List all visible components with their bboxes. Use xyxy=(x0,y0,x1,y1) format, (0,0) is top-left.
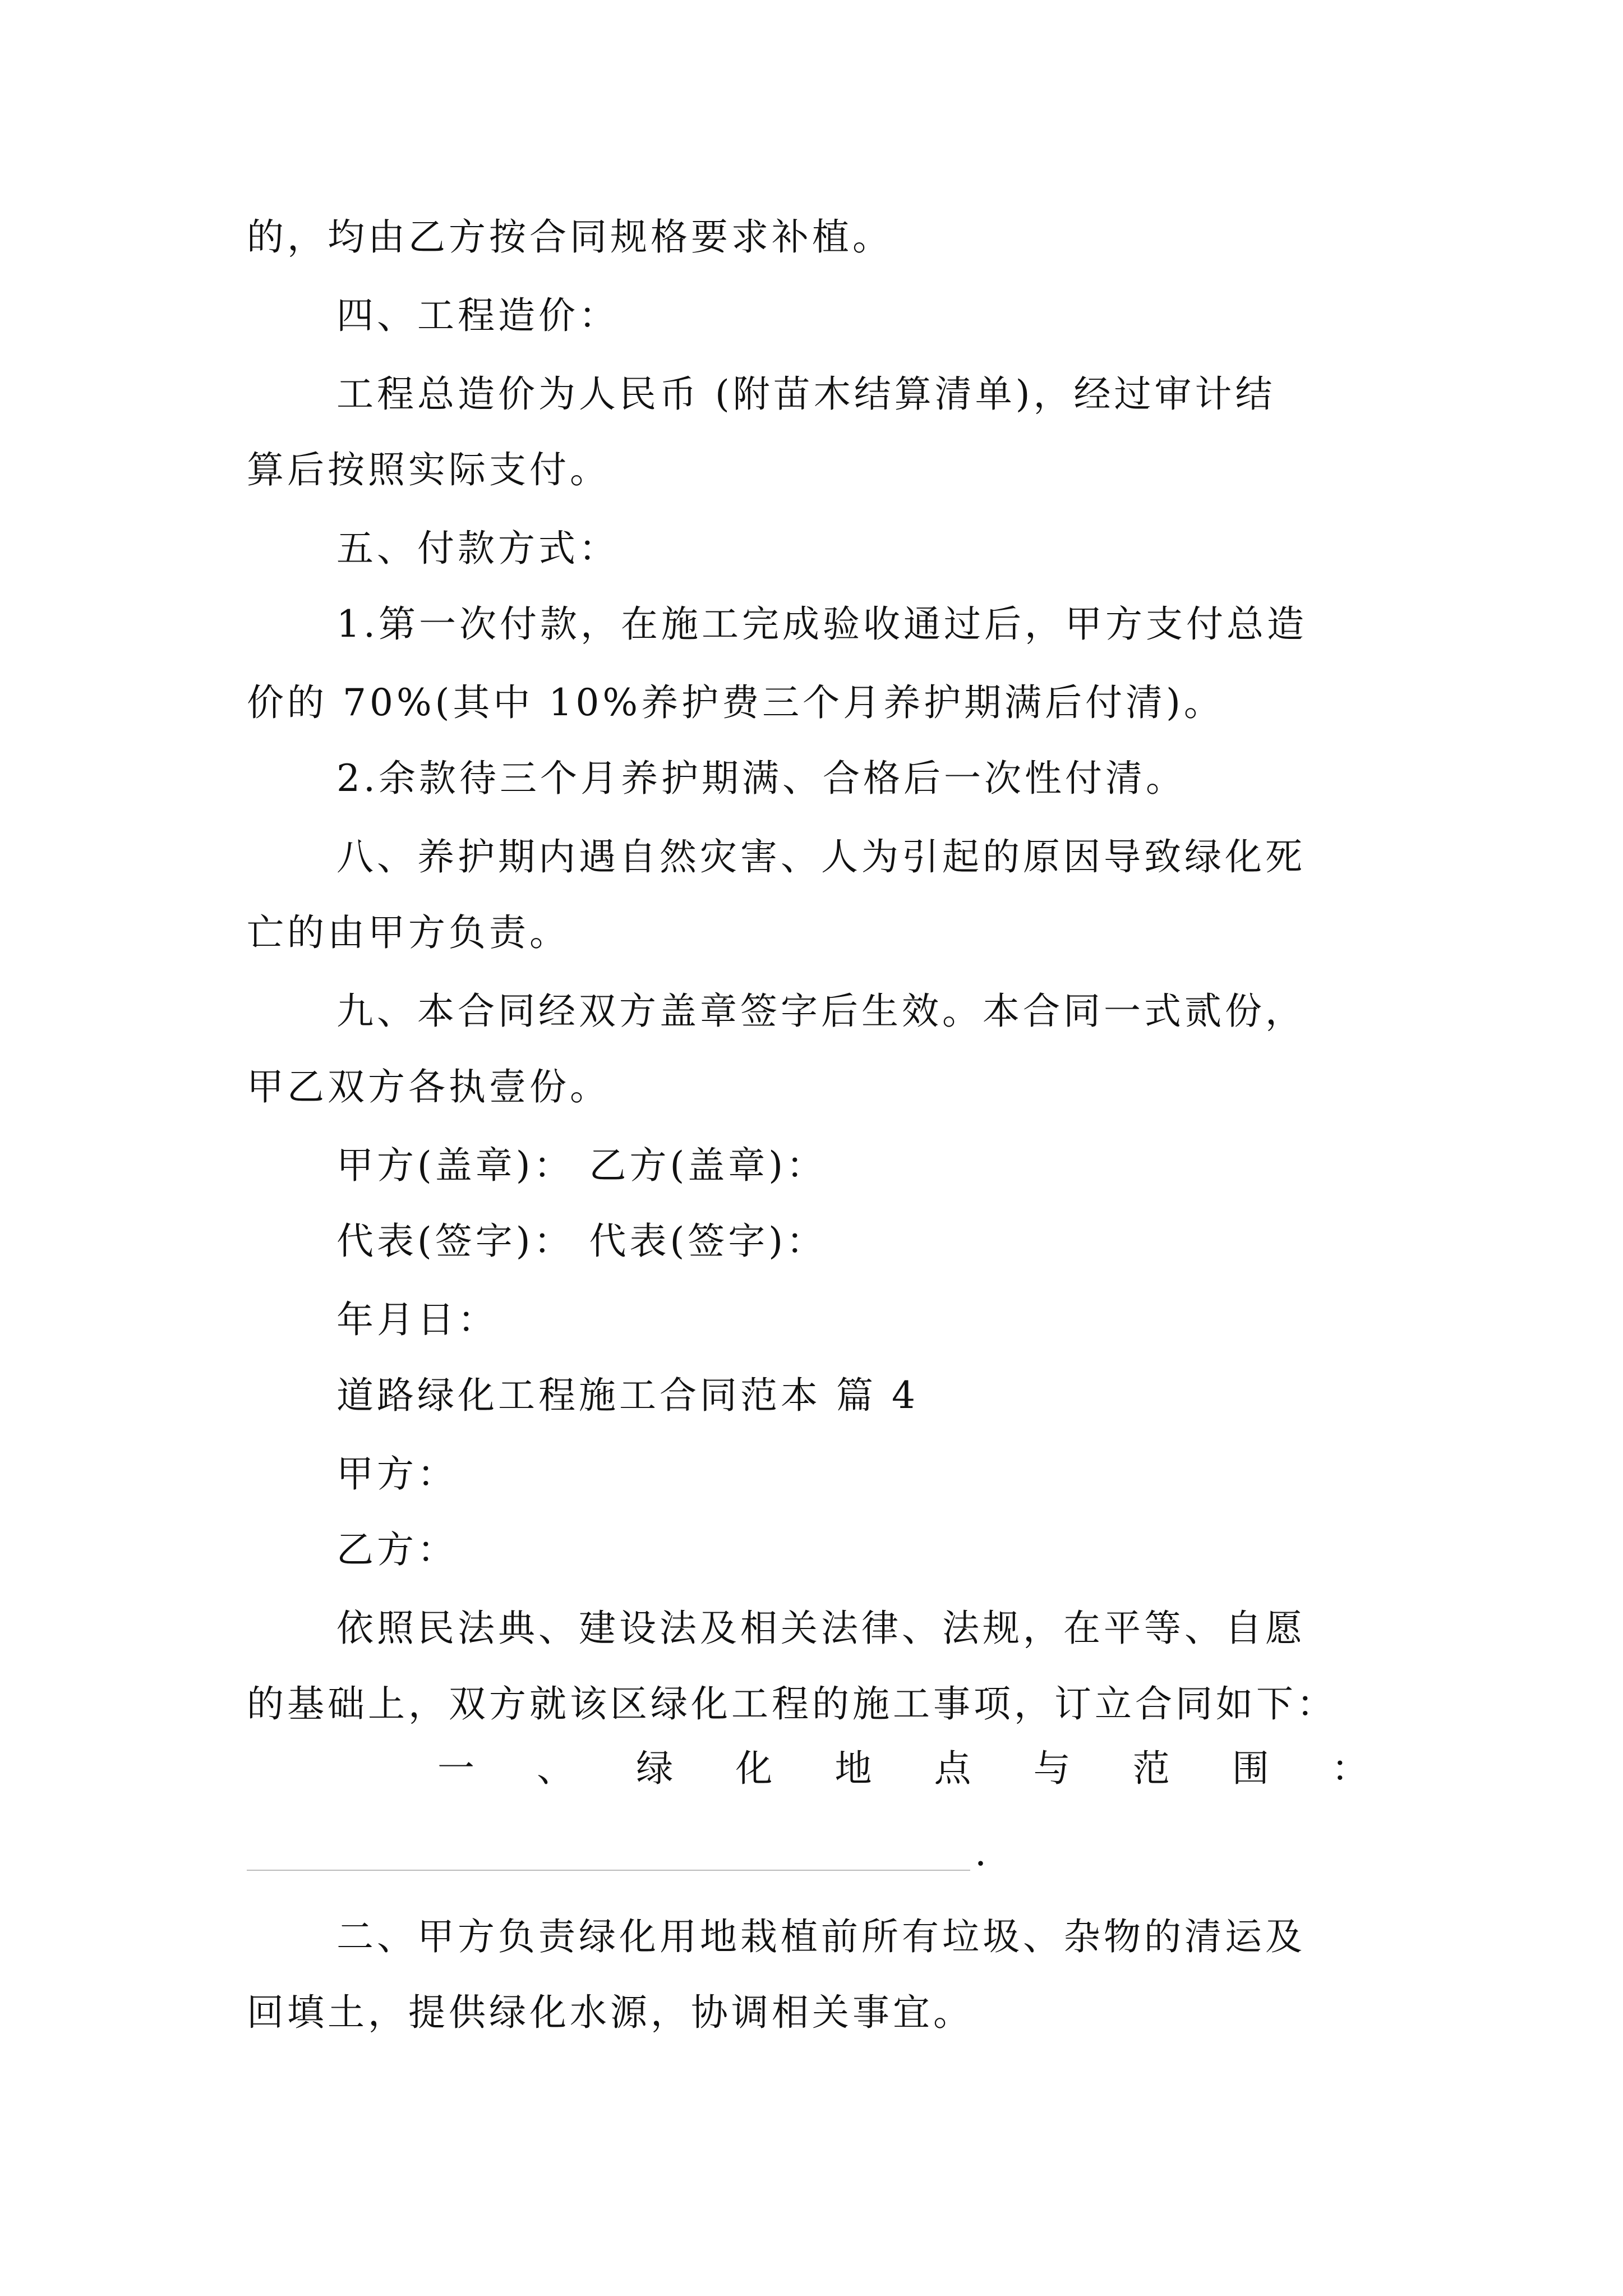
paragraph-line: 回填土，提供绿化水源，协调相关事宜。 xyxy=(247,1991,974,2034)
paragraph-line: 1.第一次付款，在施工完成验收通过后，甲方支付总造 xyxy=(336,602,1307,646)
paragraph-line: 二、甲方负责绿化用地栽植前所有垃圾、杂物的清运及 xyxy=(336,1915,1306,1958)
document-subtitle: 道路绿化工程施工合同范本 篇 4 xyxy=(336,1374,919,1417)
paragraph-line: 九、本合同经双方盖章签字后生效。本合同一式贰份， xyxy=(336,990,1306,1033)
heading-char: 、 xyxy=(537,1747,574,1790)
paragraph-line: 八、养护期内遇自然灾害、人为引起的原因导致绿化死 xyxy=(336,835,1306,878)
paragraph-line: 的基础上，双方就该区绿化工程的施工事项，订立合同如下： xyxy=(247,1682,1337,1726)
paragraph-line: 2.余款待三个月养护期满、合格后一次性付清。 xyxy=(336,757,1186,800)
paragraph-line: 算后按照实际支付。 xyxy=(247,448,610,491)
heading-char: 绿 xyxy=(636,1747,674,1790)
heading-char: 范 xyxy=(1132,1747,1170,1790)
heading-char: 化 xyxy=(735,1747,773,1790)
heading-char: ： xyxy=(1331,1747,1368,1790)
date-line: 年月日： xyxy=(336,1298,498,1341)
paragraph-line: 的，均由乙方按合同规格要求补植。 xyxy=(247,215,893,259)
section-heading: 五、付款方式： xyxy=(336,527,619,570)
paragraph-line: 工程总造价为人民币 (附苗木结算清单)，经过审计结 xyxy=(336,372,1276,416)
heading-char: 与 xyxy=(1033,1747,1071,1790)
paragraph-line: 亡的由甲方负责。 xyxy=(247,911,570,954)
section-one-heading xyxy=(437,1747,1368,1790)
paragraph-line: 依照民法典、建设法及相关法律、法规，在平等、自愿 xyxy=(336,1607,1306,1650)
paragraph-line: 价的 70%(其中 10%养护费三个月养护期满后付清)。 xyxy=(247,681,1224,724)
fill-in-blank-line xyxy=(247,1870,970,1871)
party-a-line: 甲方： xyxy=(336,1452,458,1496)
heading-char: 点 xyxy=(934,1747,971,1790)
paragraph-line: 甲乙双方各执壹份。 xyxy=(247,1065,610,1108)
heading-char: 地 xyxy=(834,1747,872,1790)
heading-char: 围 xyxy=(1232,1747,1269,1790)
section-heading: 四、工程造价： xyxy=(336,294,619,337)
party-b-line: 乙方： xyxy=(336,1528,458,1571)
signature-rep-line: 代表(签字)： 代表(签字)： xyxy=(336,1220,827,1263)
signature-seal-line: 甲方(盖章)： 乙方(盖章)： xyxy=(336,1144,827,1187)
blank-end-period: . xyxy=(975,1831,986,1874)
heading-char: 一 xyxy=(437,1747,474,1790)
